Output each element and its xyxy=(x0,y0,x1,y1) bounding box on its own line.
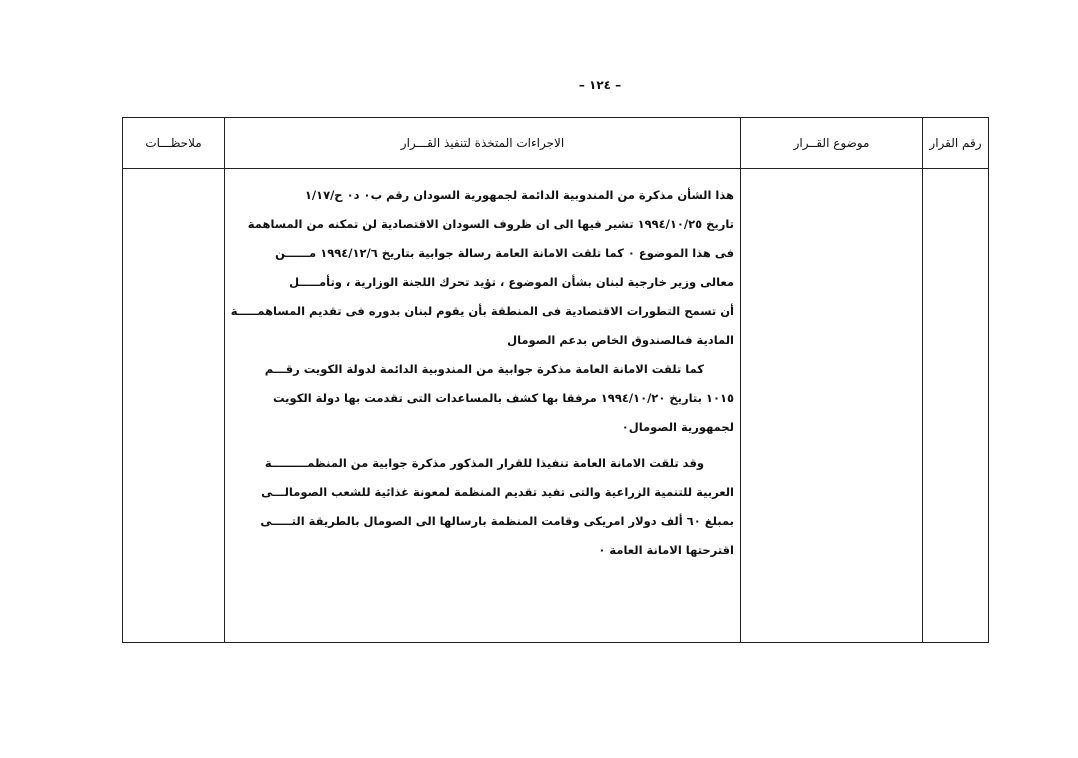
actions-line: بمبلغ ٦٠ ألف دولار امريكى وقامت المنظمة بارسالها الى الصومال بالطريقة التـــــى xyxy=(260,514,734,528)
actions-line: المادية فىالصندوق الخاص بدعم الصومال xyxy=(507,333,734,347)
actions-line: فى هذا الموضوع ٠ كما تلقت الامانة العامة رسالة جوابية بتاريخ ١٩٩٤/١٢/٦ مــــــن xyxy=(275,246,734,260)
header-notes: ملاحظـــات xyxy=(123,118,225,169)
decisions-table xyxy=(122,117,989,643)
paragraph-gap xyxy=(231,442,734,449)
actions-line: معالى وزير خارجية لبنان بشأن الموضوع ، تؤيد تحرك اللجنة الوزارية ، وتأمـــــل xyxy=(289,275,734,289)
decision-number-cell xyxy=(923,169,989,643)
actions-line: أن تسمح التطورات الاقتصادية فى المنطقة بأن يقوم لبنان بدوره فى تقديم المساهمـــــة xyxy=(231,304,734,318)
table-row xyxy=(123,169,989,643)
header-decision-number: رقم القرار xyxy=(923,118,989,169)
decision-subject-cell xyxy=(741,169,923,643)
header-actions-taken: الاجراءات المتخذة لتنفيذ القـــرار xyxy=(225,118,741,169)
actions-taken-cell xyxy=(225,169,741,643)
actions-line: اقترحتها الامانة العامة ٠ xyxy=(598,543,734,557)
actions-line: كما تلقت الامانة العامة مذكرة جوابية من المندوبية الدائمة لدولة الكويت رقـــم xyxy=(264,362,704,376)
table-header-row xyxy=(123,118,989,169)
actions-line: لجمهورية الصومال٠ xyxy=(621,420,734,434)
actions-line: ١٠١٥ بتاريخ ١٩٩٤/١٠/٢٠ مرفقا بها كشف بالمساعدات التى تقدمت بها دولة الكويت xyxy=(273,391,734,405)
page-number: – ١٢٤ – xyxy=(578,78,622,92)
actions-line: هذا الشأن مذكرة من المندوبية الدائمة لجمهورية السودان رقم ب٠ د٠ ح/١/١٧ xyxy=(304,188,734,202)
actions-line: تاريخ ١٩٩٤/١٠/٢٥ تشير فيها الى ان ظروف السودان الاقتصادية لن تمكنه من المساهمة xyxy=(247,217,734,231)
actions-line: العربية للتنمية الزراعية والتى تفيد تقديم المنظمة لمعونة غذائية للشعب الصومالـــى xyxy=(261,485,734,499)
actions-line: وقد تلقت الامانة العامة تنفيذا للقرار المذكور مذكرة جوابية من المنظمـــــــــة xyxy=(264,456,704,470)
notes-cell xyxy=(123,169,225,643)
header-decision-subject: موضوع القــرار xyxy=(741,118,923,169)
